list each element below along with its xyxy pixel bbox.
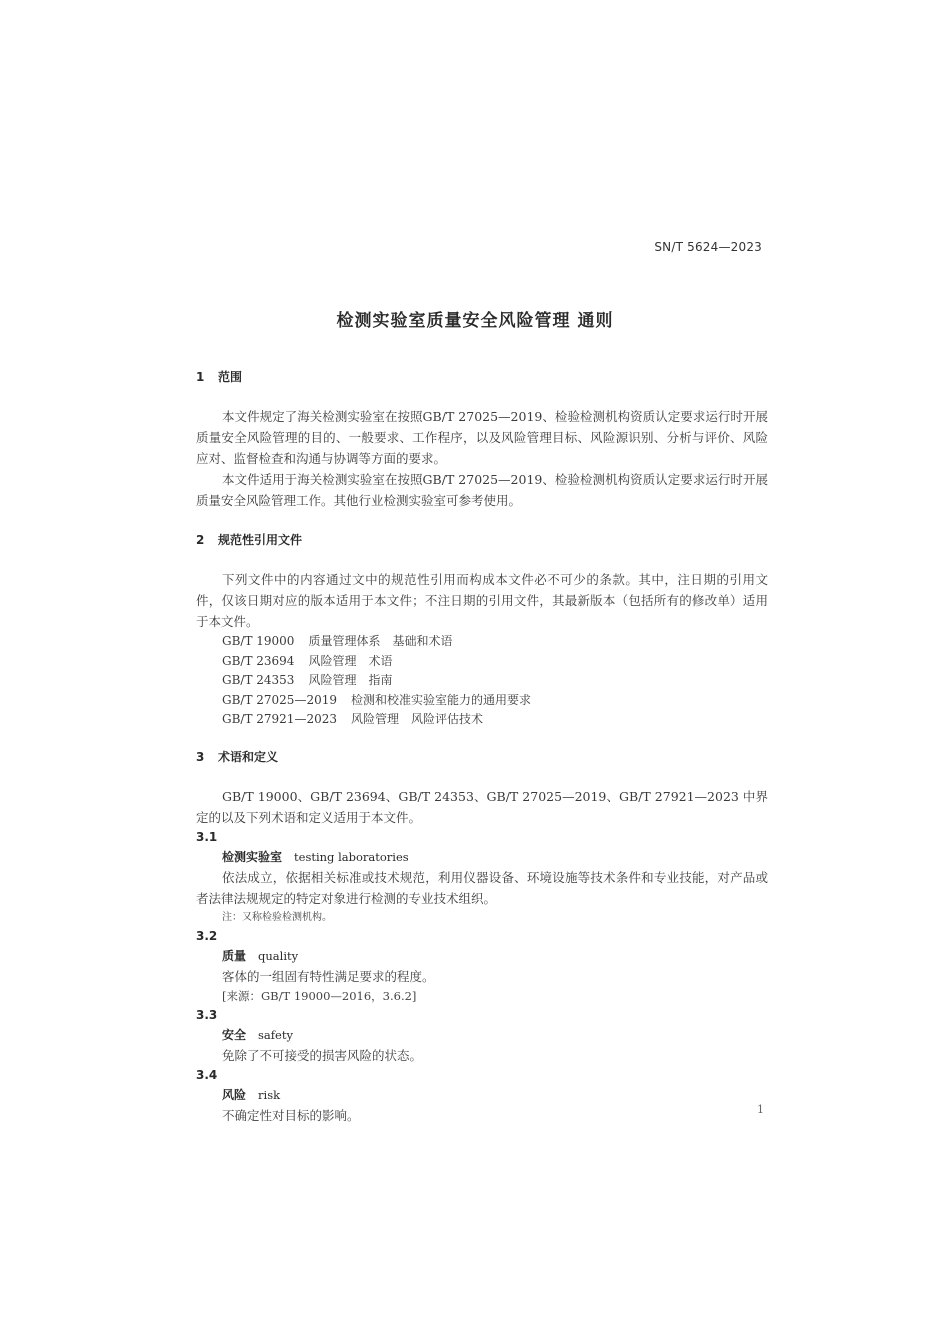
scope-paragraph-2: 本文件适用于海关检测实验室在按照GB/T 27025—2019、检验检测机构资质认定要求运行时开展质量安全风险管理工作。其他行业检测实验室可参考使用。 bbox=[196, 472, 768, 508]
term-definition: 不确定性对目标的影响。 bbox=[222, 1107, 360, 1123]
terms-intro: GB/T 19000、GB/T 23694、GB/T 24353、GB/T 27025—2019、GB/T 27921—2023 中界定的以及下列术语和定义适用于本文件。 bbox=[196, 788, 768, 825]
term-number: 3.2 bbox=[196, 928, 218, 943]
term-name bbox=[196, 1025, 768, 1045]
reference-item bbox=[196, 632, 768, 652]
term-definition: 免除了不可接受的损害风险的状态。 bbox=[222, 1047, 423, 1063]
section-title: 范围 bbox=[218, 370, 243, 384]
term-number: 3.4 bbox=[196, 1067, 218, 1082]
term-name bbox=[196, 946, 768, 966]
scope-paragraph-1: 本文件规定了海关检测实验室在按照GB/T 27025—2019、检验检测机构资质认定要求运行时开展质量安全风险管理的目的、一般要求、工作程序，以及风险管理目标、风险源识别、分析与评价、风险应对、监督检查和沟通与协调等方面的要求。 bbox=[196, 409, 768, 466]
standard-code: SN/T 5624—2023 bbox=[654, 240, 762, 254]
term-source: [来源：GB/T 19000—2016，3.6.2] bbox=[222, 988, 417, 1003]
term-number: 3.3 bbox=[196, 1007, 218, 1022]
section-heading-scope bbox=[196, 368, 768, 386]
reference-item bbox=[196, 691, 768, 711]
reference-title: 风险管理 风险评估技术 bbox=[350, 712, 483, 726]
reference-item bbox=[196, 652, 768, 672]
normative-refs-intro: 下列文件中的内容通过文中的规范性引用而构成本文件必不可少的条款。其中，注日期的引用文件，仅该日期对应的版本适用于本文件；不注日期的引用文件，其最新版本（包括所有的修改单）适用于本文件。 bbox=[196, 572, 768, 629]
document-body bbox=[196, 368, 768, 1126]
term-zh: 风险 bbox=[222, 1087, 247, 1102]
reference-code: GB/T 27921—2023 bbox=[222, 712, 337, 726]
term-note: 注：又称检验检测机构。 bbox=[222, 911, 332, 923]
reference-title: 风险管理 术语 bbox=[308, 653, 393, 668]
term-en: testing laboratories bbox=[294, 849, 409, 864]
section-title: 术语和定义 bbox=[218, 749, 279, 764]
section-number: 3 bbox=[196, 749, 205, 764]
term-name bbox=[196, 1085, 768, 1105]
reference-item bbox=[196, 710, 768, 730]
section-number: 1 bbox=[196, 370, 205, 384]
term-zh: 质量 bbox=[222, 948, 247, 963]
reference-title: 风险管理 指南 bbox=[308, 673, 393, 687]
reference-code: GB/T 24353 bbox=[222, 673, 295, 687]
term-en: risk bbox=[258, 1087, 281, 1102]
term-en: safety bbox=[258, 1027, 293, 1042]
term-number: 3.1 bbox=[196, 829, 218, 844]
section-title: 规范性引用文件 bbox=[218, 533, 303, 547]
section-number: 2 bbox=[196, 533, 205, 547]
reference-code: GB/T 27025—2019 bbox=[222, 692, 337, 707]
term-definition: 客体的一组固有特性满足要求的程度。 bbox=[222, 968, 435, 984]
term-en: quality bbox=[258, 948, 299, 963]
reference-item bbox=[196, 671, 768, 691]
section-heading-terms bbox=[196, 748, 768, 766]
document-title: 检测实验室质量安全风险管理 通则 bbox=[336, 311, 614, 331]
term-zh: 检测实验室 bbox=[222, 849, 283, 864]
section-heading-normative-refs bbox=[196, 531, 768, 549]
reference-title: 质量管理体系 基础和术语 bbox=[308, 634, 453, 648]
term-definition: 依法成立，依据相关标准或技术规范，利用仪器设备、环境设施等技术条件和专业技能，对产品或者法律法规规定的特定对象进行检测的专业技术组织。 bbox=[196, 869, 768, 906]
term-name bbox=[196, 847, 768, 867]
page-number: 1 bbox=[757, 1103, 764, 1116]
term-zh: 安全 bbox=[222, 1027, 247, 1042]
reference-list bbox=[196, 632, 768, 730]
reference-code: GB/T 23694 bbox=[222, 653, 295, 668]
reference-title: 检测和校准实验室能力的通用要求 bbox=[350, 692, 531, 707]
reference-code: GB/T 19000 bbox=[222, 634, 295, 648]
